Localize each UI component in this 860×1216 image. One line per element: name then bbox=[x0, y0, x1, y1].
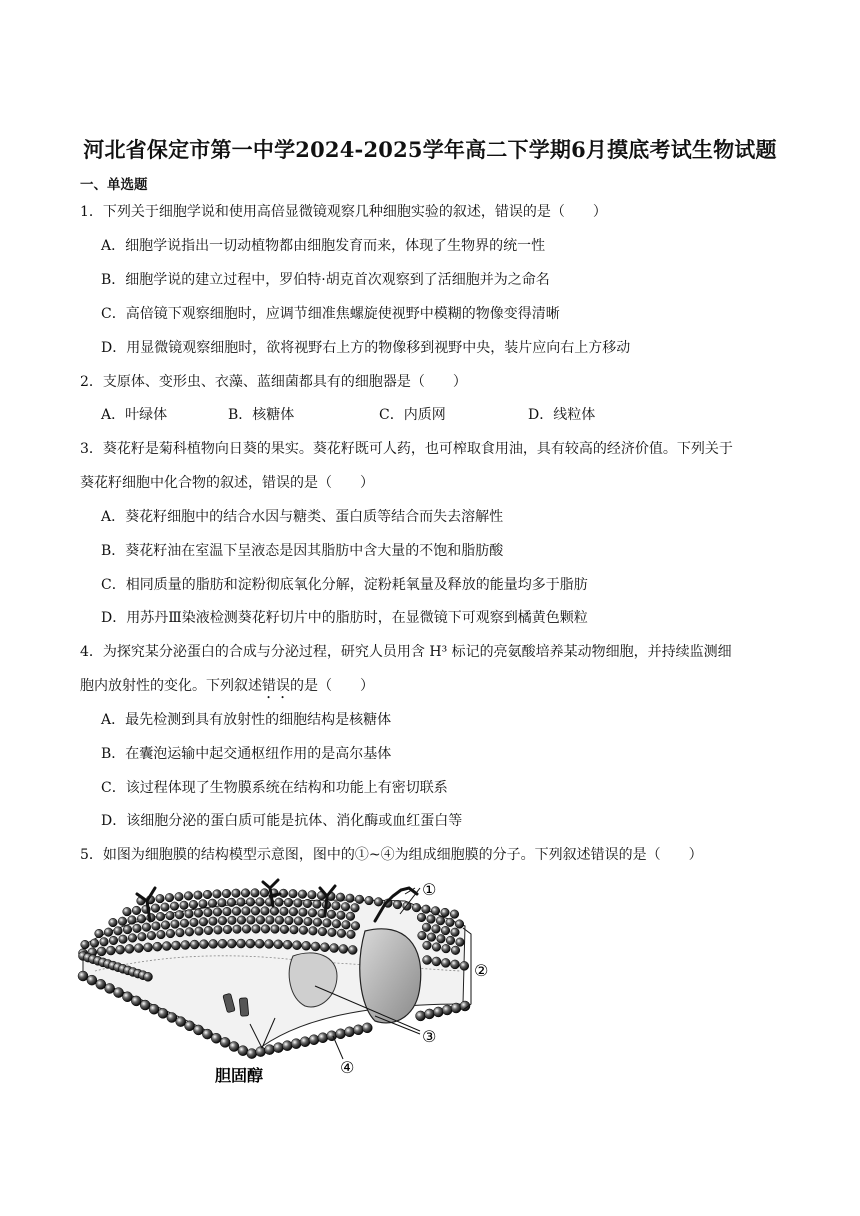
phospholipid-head bbox=[313, 900, 322, 909]
phospholipid-head bbox=[199, 917, 208, 926]
phospholipid-head bbox=[298, 890, 307, 899]
phospholipid-head bbox=[300, 1037, 310, 1047]
phospholipid-head bbox=[339, 944, 348, 953]
phospholipid-head bbox=[451, 946, 460, 955]
phospholipid-head bbox=[242, 907, 251, 916]
q4-option-d: D．该细胞分泌的蛋白质可能是抗体、消化酶或血红蛋白等 bbox=[101, 813, 463, 829]
phospholipid-head bbox=[125, 944, 134, 953]
phospholipid-head bbox=[456, 938, 465, 947]
q2-stem: 2．支原体、变形虫、衣藻、蓝细菌都具有的细胞器是（ ） bbox=[80, 374, 467, 390]
phospholipid-head bbox=[265, 1045, 275, 1055]
phospholipid-head bbox=[131, 996, 141, 1006]
phospholipid-head bbox=[271, 925, 280, 934]
q2-option-b: B．核糖体 bbox=[228, 407, 295, 423]
phospholipid-head bbox=[427, 915, 436, 924]
phospholipid-head bbox=[446, 918, 455, 927]
phospholipid-head bbox=[123, 907, 132, 916]
phospholipid-head bbox=[132, 906, 141, 915]
phospholipid-head bbox=[176, 928, 185, 937]
phospholipid-head bbox=[291, 1039, 301, 1049]
phospholipid-head bbox=[227, 939, 236, 948]
phospholipid-head bbox=[416, 1011, 426, 1021]
phospholipid-head bbox=[166, 929, 175, 938]
phospholipid-head bbox=[417, 913, 426, 922]
phospholipid-head bbox=[153, 942, 162, 951]
phospholipid-head bbox=[199, 940, 208, 949]
phospholipid-head bbox=[138, 932, 147, 941]
phospholipid-head bbox=[436, 916, 445, 925]
phospholipid-head bbox=[137, 915, 146, 924]
phospholipid-head bbox=[351, 922, 360, 931]
phospholipid-head bbox=[345, 1027, 355, 1037]
phospholipid-head bbox=[320, 943, 329, 952]
phospholipid-head bbox=[156, 894, 165, 903]
phospholipid-head bbox=[171, 920, 180, 929]
phospholipid-head bbox=[228, 916, 237, 925]
phospholipid-head bbox=[318, 927, 327, 936]
phospholipid-head bbox=[87, 975, 97, 985]
phospholipid-head bbox=[152, 922, 161, 931]
section-heading: 一、单选题 bbox=[80, 177, 148, 193]
q4-stem-line2 bbox=[80, 676, 374, 702]
phospholipid-head bbox=[289, 907, 298, 916]
phospholipid-head bbox=[332, 901, 341, 910]
phospholipid-head bbox=[109, 936, 118, 945]
phospholipid-head bbox=[274, 940, 283, 949]
phospholipid-head bbox=[95, 929, 104, 938]
exam-title: 河北省保定市第一中学2024-2025学年高二下学期6月摸底考试生物试题 bbox=[83, 137, 777, 162]
phospholipid-head bbox=[332, 920, 341, 929]
phospholipid-head bbox=[133, 924, 142, 933]
q1-stem: 1．下列关于细胞学说和使用高倍显微镜观察几种细胞实验的叙述，错误的是（ ） bbox=[80, 204, 607, 220]
q4-stem-pre: 胞内放射性的变化。下列叙述 bbox=[80, 678, 262, 694]
q2-option-d: D．线粒体 bbox=[528, 407, 596, 423]
phospholipid-head bbox=[118, 917, 127, 926]
cell-membrane-figure bbox=[75, 876, 495, 1088]
phospholipid-head bbox=[256, 898, 265, 907]
phospholipid-head bbox=[261, 925, 270, 934]
phospholipid-head bbox=[303, 899, 312, 908]
phospholipid-head bbox=[165, 893, 174, 902]
phospholipid-head bbox=[237, 898, 246, 907]
phospholipid-head bbox=[418, 931, 427, 940]
q3-option-c: C．相同质量的脂肪和淀粉彻底氧化分解，淀粉耗氧量及释放的能量均多于脂肪 bbox=[101, 577, 588, 593]
q2-option-c: C．内质网 bbox=[379, 407, 446, 423]
phospholipid-head bbox=[151, 904, 160, 913]
phospholipid-head bbox=[149, 1004, 159, 1014]
phospholipid-head bbox=[342, 921, 351, 930]
phospholipid-head bbox=[353, 1025, 363, 1035]
phospholipid-head bbox=[256, 916, 265, 925]
cholesterol-label: 胆固醇 bbox=[215, 1066, 264, 1085]
phospholipid-head bbox=[337, 911, 346, 920]
phospholipid-head bbox=[351, 904, 360, 913]
phospholipid-head bbox=[450, 910, 459, 919]
phospholipid-head bbox=[190, 940, 199, 949]
q1-option-c: C．高倍镜下观察细胞时，应调节细准焦螺旋使视野中模糊的物像变得清晰 bbox=[101, 306, 560, 322]
phospholipid-head bbox=[100, 938, 109, 947]
phospholipid-head bbox=[194, 909, 203, 918]
phospholipid-head bbox=[309, 927, 318, 936]
q1-option-a: A．细胞学说指出一切动植物都由细胞发育而来，体现了生物界的统一性 bbox=[101, 238, 546, 254]
phospholipid-head bbox=[265, 939, 274, 948]
phospholipid-head bbox=[209, 917, 218, 926]
phospholipid-head bbox=[347, 930, 356, 939]
phospholipid-head bbox=[222, 889, 231, 898]
phospholipid-head bbox=[128, 916, 137, 925]
phospholipid-head bbox=[238, 1046, 248, 1056]
phospholipid-head bbox=[280, 907, 289, 916]
phospholipid-head bbox=[157, 930, 166, 939]
phospholipid-head bbox=[213, 890, 222, 899]
phospholipid-head bbox=[451, 1003, 461, 1013]
phospholipid-head bbox=[185, 928, 194, 937]
phospholipid-head bbox=[432, 957, 441, 966]
phospholipid-head bbox=[294, 917, 303, 926]
q5-stem: 5．如图为细胞膜的结构模型示意图，图中的①~④为组成细胞膜的分子。下列叙述错误的是（ ） bbox=[80, 847, 703, 863]
phospholipid-head bbox=[252, 925, 261, 934]
phospholipid-head bbox=[313, 918, 322, 927]
phospholipid-head bbox=[208, 899, 217, 908]
phospholipid-head bbox=[97, 947, 106, 956]
phospholipid-head bbox=[251, 907, 260, 916]
phospholipid-head bbox=[241, 889, 250, 898]
phospholipid-head bbox=[194, 891, 203, 900]
q4-stem-post: 的是（ ） bbox=[290, 678, 374, 694]
phospholipid-head bbox=[270, 907, 279, 916]
phospholipid-head bbox=[441, 958, 450, 967]
phospholipid-head bbox=[158, 1008, 168, 1018]
label-4: ④ bbox=[340, 1058, 355, 1077]
phospholipid-head bbox=[292, 941, 301, 950]
q4-stem-line1: 4．为探究某分泌蛋白的合成与分泌过程，研究人员用含 H³ 标记的亮氨酸培养某动物细胞，并持续监测细 bbox=[80, 644, 732, 660]
phospholipid-head bbox=[209, 939, 218, 948]
phospholipid-head bbox=[299, 908, 308, 917]
phospholipid-head bbox=[355, 895, 364, 904]
phospholipid-head bbox=[336, 1029, 346, 1039]
phospholipid-head bbox=[116, 945, 125, 954]
phospholipid-head bbox=[232, 907, 241, 916]
q4-option-a: A．最先检测到具有放射性的细胞结构是核糖体 bbox=[101, 712, 392, 728]
phospholipid-head bbox=[437, 934, 446, 943]
phospholipid-head bbox=[142, 923, 151, 932]
phospholipid-head bbox=[273, 1043, 283, 1053]
phospholipid-head bbox=[204, 908, 213, 917]
phospholipid-head bbox=[460, 961, 469, 970]
phospholipid-head bbox=[455, 920, 464, 929]
phospholipid-head bbox=[247, 916, 256, 925]
phospholipid-head bbox=[134, 944, 143, 953]
phospholipid-head bbox=[336, 893, 345, 902]
phospholipid-head bbox=[294, 899, 303, 908]
phospholipid-head bbox=[327, 1031, 337, 1041]
phospholipid-head bbox=[204, 926, 213, 935]
label-2: ② bbox=[474, 961, 489, 980]
phospholipid-head bbox=[280, 925, 289, 934]
phospholipid-head bbox=[96, 979, 106, 989]
phospholipid-head bbox=[442, 944, 451, 953]
phospholipid-head bbox=[140, 1000, 150, 1010]
q2-option-a: A．叶绿体 bbox=[101, 407, 168, 423]
phospholipid-head bbox=[184, 892, 193, 901]
phospholipid-head bbox=[237, 939, 246, 948]
phospholipid-head bbox=[441, 926, 450, 935]
q4-option-b: B．在囊泡运输中起交通枢纽作用的是高尔基体 bbox=[101, 746, 392, 762]
cell-membrane-diagram bbox=[75, 876, 495, 1088]
phospholipid-head bbox=[144, 972, 153, 981]
phospholipid-head bbox=[185, 1021, 195, 1031]
phospholipid-head bbox=[170, 902, 179, 911]
phospholipid-head bbox=[227, 898, 236, 907]
q3-option-d: D．用苏丹Ⅲ染液检测葵花籽切片中的脂肪时，在显微镜下可观察到橘黄色颗粒 bbox=[101, 610, 588, 626]
phospholipid-head bbox=[432, 943, 441, 952]
phospholipid-head bbox=[275, 898, 284, 907]
phospholipid-head bbox=[451, 928, 460, 937]
q1-option-b: B．细胞学说的建立过程中，罗伯特·胡克首次观察到了活细胞并为之命名 bbox=[101, 272, 550, 288]
phospholipid-head bbox=[424, 1009, 434, 1019]
phospholipid-head bbox=[275, 916, 284, 925]
phospholipid-head bbox=[433, 1007, 443, 1017]
q3-stem-line2: 葵花籽细胞中化合物的叙述，错误的是（ ） bbox=[80, 475, 374, 491]
phospholipid-head bbox=[119, 935, 128, 944]
phospholipid-head bbox=[255, 939, 264, 948]
phospholipid-head bbox=[114, 988, 124, 998]
phospholipid-head bbox=[327, 910, 336, 919]
phospholipid-head bbox=[283, 940, 292, 949]
phospholipid-head bbox=[122, 992, 132, 1002]
phospholipid-head bbox=[284, 898, 293, 907]
phospholipid-head bbox=[193, 1025, 203, 1035]
phospholipid-head bbox=[167, 1012, 177, 1022]
phospholipid-head bbox=[346, 894, 355, 903]
phospholipid-head bbox=[246, 939, 255, 948]
phospholipid-head bbox=[123, 925, 132, 934]
phospholipid-head bbox=[156, 912, 165, 921]
phospholipid-head bbox=[337, 929, 346, 938]
phospholipid-head bbox=[223, 907, 232, 916]
phospholipid-head bbox=[247, 1049, 257, 1059]
phospholipid-head bbox=[176, 1017, 186, 1027]
phospholipid-head bbox=[341, 902, 350, 911]
phospholipid-head bbox=[166, 911, 175, 920]
q3-option-b: B．葵花籽油在室温下呈液态是因其脂肪中含大量的不饱和脂肪酸 bbox=[101, 543, 504, 559]
phospholipid-head bbox=[365, 896, 374, 905]
phospholipid-head bbox=[229, 1042, 239, 1052]
phospholipid-head bbox=[213, 908, 222, 917]
phospholipid-head bbox=[328, 928, 337, 937]
phospholipid-head bbox=[202, 1029, 212, 1039]
phospholipid-head bbox=[308, 890, 317, 899]
phospholipid-head bbox=[189, 900, 198, 909]
phospholipid-head bbox=[446, 936, 455, 945]
phospholipid-head bbox=[211, 1033, 221, 1043]
phospholipid-head bbox=[199, 900, 208, 909]
phospholipid-head bbox=[309, 1035, 319, 1045]
phospholipid-head bbox=[427, 933, 436, 942]
phospholipid-head bbox=[147, 931, 156, 940]
label-1: ① bbox=[422, 880, 437, 899]
phospholipid-head bbox=[261, 907, 270, 916]
phospholipid-head bbox=[412, 903, 421, 912]
phospholipid-head bbox=[290, 925, 299, 934]
phospholipid-head bbox=[232, 889, 241, 898]
phospholipid-head bbox=[90, 939, 99, 948]
phospholipid-head bbox=[442, 1005, 452, 1015]
phospholipid-head bbox=[161, 921, 170, 930]
q3-option-a: A．葵花籽细胞中的结合水因与糖类、蛋白质等结合而失去溶解性 bbox=[101, 509, 504, 525]
phospholipid-head bbox=[114, 927, 123, 936]
phospholipid-head bbox=[393, 900, 402, 909]
phospholipid-head bbox=[374, 898, 383, 907]
phospholipid-head bbox=[308, 909, 317, 918]
phospholipid-head bbox=[289, 889, 298, 898]
phospholipid-head bbox=[161, 903, 170, 912]
phospholipid-head bbox=[256, 1047, 266, 1057]
phospholipid-head bbox=[266, 916, 275, 925]
phospholipid-head bbox=[128, 934, 137, 943]
phospholipid-head bbox=[318, 1033, 328, 1043]
phospholipid-head bbox=[181, 940, 190, 949]
phospholipid-head bbox=[346, 912, 355, 921]
phospholipid-head bbox=[185, 910, 194, 919]
phospholipid-head bbox=[175, 910, 184, 919]
phospholipid-head bbox=[105, 983, 115, 993]
phospholipid-head bbox=[203, 890, 212, 899]
q1-option-d: D．用显微镜观察细胞时，欲将视野右上方的物像移到视野中央，装片应向右上方移动 bbox=[101, 340, 631, 356]
phospholipid-head bbox=[237, 916, 246, 925]
q4-stem-emphasis: 错误 bbox=[262, 678, 290, 694]
phospholipid-head bbox=[246, 898, 255, 907]
phospholipid-head bbox=[81, 940, 90, 949]
phospholipid-head bbox=[423, 941, 432, 950]
phospholipid-head bbox=[311, 942, 320, 951]
phospholipid-head bbox=[362, 1023, 372, 1033]
phospholipid-head bbox=[285, 916, 294, 925]
phospholipid-head bbox=[431, 907, 440, 916]
phospholipid-head bbox=[195, 927, 204, 936]
phospholipid-head bbox=[451, 960, 460, 969]
phospholipid-head bbox=[422, 923, 431, 932]
phospholipid-head bbox=[348, 945, 357, 954]
phospholipid-head bbox=[422, 905, 431, 914]
phospholipid-head bbox=[162, 942, 171, 951]
phospholipid-head bbox=[323, 919, 332, 928]
phospholipid-head bbox=[190, 918, 199, 927]
phospholipid-head bbox=[242, 925, 251, 934]
phospholipid-head bbox=[214, 926, 223, 935]
phospholipid-head bbox=[106, 946, 115, 955]
phospholipid-head bbox=[260, 889, 269, 898]
label-3: ③ bbox=[422, 1027, 437, 1046]
phospholipid-head bbox=[423, 956, 432, 965]
phospholipid-head bbox=[441, 908, 450, 917]
phospholipid-head bbox=[302, 941, 311, 950]
phospholipid-head bbox=[218, 939, 227, 948]
phospholipid-head bbox=[282, 1041, 292, 1051]
phospholipid-head bbox=[144, 943, 153, 952]
phospholipid-head bbox=[175, 892, 184, 901]
phospholipid-head bbox=[299, 926, 308, 935]
phospholipid-head bbox=[223, 925, 232, 934]
phospholipid-head bbox=[218, 898, 227, 907]
q4-option-c: C．该过程体现了生物膜系统在结构和功能上有密切联系 bbox=[101, 780, 448, 796]
phospholipid-head bbox=[218, 916, 227, 925]
phospholipid-head bbox=[104, 928, 113, 937]
phospholipid-head bbox=[180, 919, 189, 928]
phospholipid-head bbox=[180, 901, 189, 910]
phospholipid-head bbox=[172, 941, 181, 950]
q3-stem-line1: 3．葵花籽是菊科植物向日葵的果实。葵花籽既可人药，也可榨取食用油，具有较高的经济价值。下列关于 bbox=[80, 441, 733, 457]
phospholipid-head bbox=[251, 889, 260, 898]
phospholipid-head bbox=[330, 944, 339, 953]
phospholipid-head bbox=[78, 971, 88, 981]
phospholipid-head bbox=[220, 1037, 230, 1047]
phospholipid-head bbox=[233, 925, 242, 934]
phospholipid-head bbox=[304, 917, 313, 926]
phospholipid-head bbox=[432, 925, 441, 934]
phospholipid-head bbox=[109, 918, 118, 927]
